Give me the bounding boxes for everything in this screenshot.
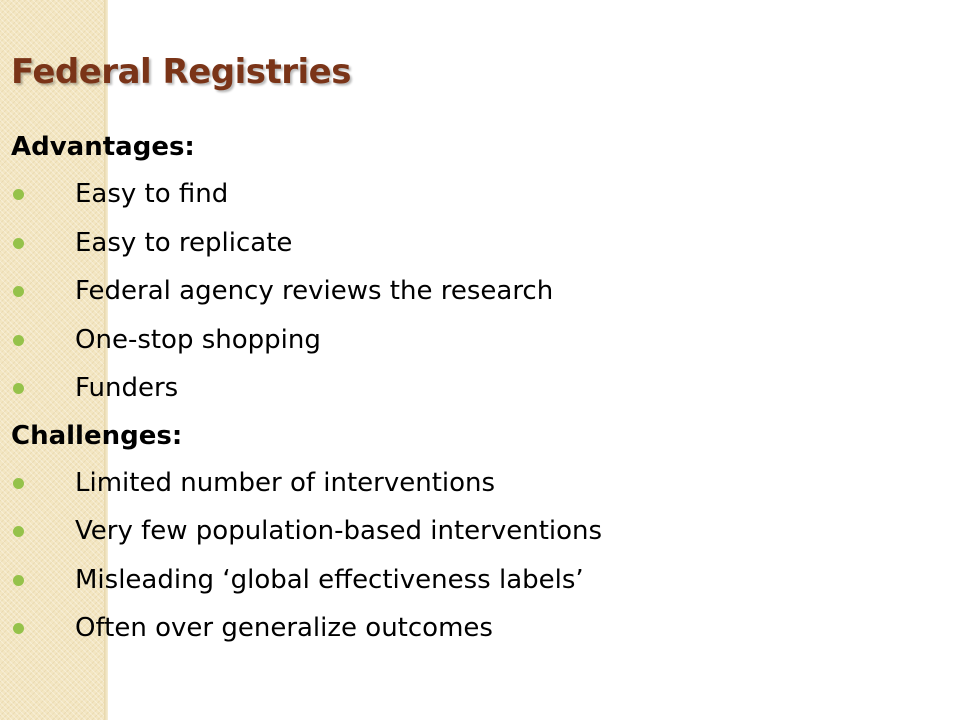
- list-item-text: Funders: [75, 373, 179, 403]
- bullet-dot-icon: [13, 286, 24, 297]
- bullet-dot-icon: [13, 478, 24, 489]
- bullet-dot-icon: [13, 623, 24, 634]
- list-item: [11, 507, 911, 556]
- challenges-list: [11, 459, 911, 653]
- list-item-text: Federal agency reviews the research: [75, 276, 554, 306]
- slide-body: [11, 124, 911, 653]
- bullet-dot-icon: [13, 238, 24, 249]
- list-item: [11, 364, 911, 413]
- list-item-text: Easy to replicate: [75, 227, 293, 258]
- list-item: [11, 170, 911, 219]
- list-item-text: One-stop shopping: [75, 324, 321, 355]
- list-item-text: Very few population-based interventions: [75, 516, 603, 546]
- list-item: [11, 604, 911, 653]
- list-item: [11, 267, 911, 316]
- list-item-text: Easy to find: [75, 179, 229, 209]
- advantages-list: [11, 170, 911, 413]
- list-item: [11, 556, 911, 605]
- list-item-text: Limited number of interventions: [75, 467, 496, 498]
- advantages-heading: Advantages:: [11, 132, 195, 162]
- bullet-dot-icon: [13, 189, 24, 200]
- slide-title: Federal Registries: [11, 52, 351, 92]
- list-item: [11, 459, 911, 508]
- bullet-dot-icon: [13, 526, 24, 537]
- bullet-dot-icon: [13, 575, 24, 586]
- list-item: [11, 316, 911, 365]
- challenges-heading: Challenges:: [11, 420, 183, 451]
- list-item-text: Often over generalize outcomes: [75, 613, 493, 643]
- bullet-dot-icon: [13, 335, 24, 346]
- bullet-dot-icon: [13, 383, 24, 394]
- list-item: [11, 219, 911, 268]
- list-item-text: Misleading ‘global effectiveness labels’: [75, 564, 584, 595]
